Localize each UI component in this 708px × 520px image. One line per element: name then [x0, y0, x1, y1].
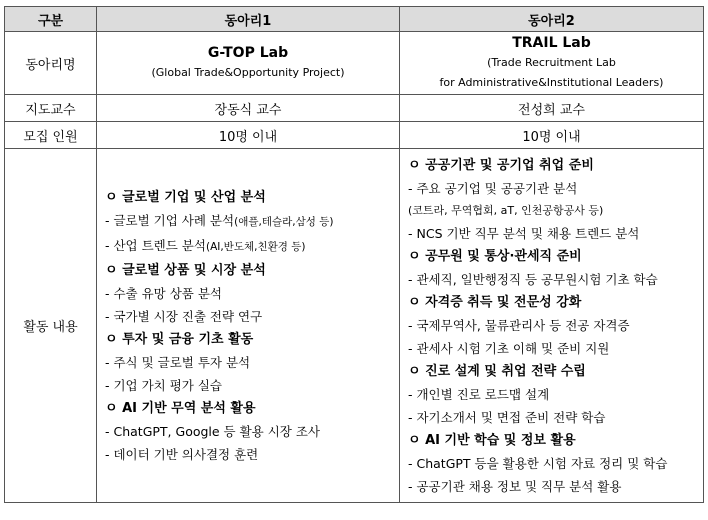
activity-text: - 산업 트렌드 분석: [105, 237, 206, 253]
activity-item: [408, 177, 697, 200]
header-club2: 동아리2: [400, 7, 704, 32]
activity-text: - 국제무역사, 물류관리사 등 전공 자격증: [408, 317, 630, 333]
activity-text: - 주식 및 글로벌 투자 분석: [105, 354, 251, 370]
activity-item: [408, 268, 697, 291]
club2-recruit: 10명 이내: [400, 122, 704, 149]
activity-heading: [408, 429, 697, 452]
activity-text: - 자기소개서 및 면접 준비 전략 학습: [408, 409, 606, 425]
club2-advisor: 전성희 교수: [400, 95, 704, 122]
activity-text: ㅇ 공무원 및 통상·관세직 준비: [408, 248, 582, 264]
advisor-row: [5, 95, 704, 122]
activity-examples: (애플,테슬라,삼성 등): [234, 215, 334, 228]
activity-heading: [105, 259, 393, 282]
activity-text: ㅇ AI 기반 학습 및 정보 활용: [408, 432, 576, 448]
club1-activity-cell: [97, 149, 400, 503]
activity-text: - 개인별 진로 로드맵 설계: [408, 386, 550, 402]
activity-text: - 국가별 시장 진출 전략 연구: [105, 308, 263, 324]
activity-text: ㅇ 공공기관 및 공기업 취업 준비: [408, 157, 594, 173]
club-name-row: [5, 32, 704, 95]
activity-text: ㅇ 글로벌 상품 및 시장 분석: [105, 262, 266, 278]
activity-text: - 관세직, 일반행정직 등 공무원시험 기초 학습: [408, 271, 658, 287]
activity-text: - ChatGPT 등을 활용한 시험 자료 정리 및 학습: [408, 455, 668, 471]
recruit-row: [5, 122, 704, 149]
activity-item: [105, 234, 393, 259]
activity-text: ㅇ 진로 설계 및 취업 전략 수립: [408, 363, 586, 379]
club-comparison-table: [4, 6, 704, 503]
activity-item: [105, 351, 393, 374]
row-label-activity: 활동 내용: [5, 149, 97, 503]
activity-heading: [105, 186, 393, 209]
activity-item: [408, 452, 697, 475]
row-label-name: 동아리명: [5, 32, 97, 95]
activity-text: - NCS 기반 직무 분석 및 채용 트렌드 분석: [408, 225, 640, 241]
row-label-recruit: 모집 인원: [5, 122, 97, 149]
activity-item: [408, 406, 697, 429]
activity-item: [408, 222, 697, 245]
club1-subtitle: (Global Trade&Opportunity Project): [151, 66, 345, 79]
header-category: 구분: [5, 7, 97, 32]
club2-name-cell: [400, 32, 704, 95]
activity-heading: [105, 328, 393, 351]
club1-activity-list: [97, 186, 399, 466]
activity-row: [5, 149, 704, 503]
header-club1: 동아리1: [97, 7, 400, 32]
activity-text: - 수출 유망 상품 분석: [105, 285, 223, 301]
header-row: [5, 7, 704, 32]
activity-item: [105, 282, 393, 305]
activity-text: ㅇ 자격증 취득 및 전문성 강화: [408, 294, 582, 310]
activity-heading: [408, 245, 697, 268]
activity-item: [408, 314, 697, 337]
activity-text: ㅇ 투자 및 금융 기초 활동: [105, 331, 254, 347]
activity-heading: [105, 397, 393, 420]
activity-text: - 데이터 기반 의사결정 훈련: [105, 446, 259, 462]
activity-text: (코트라, 무역협회, aT, 인천공항공사 등): [408, 203, 604, 217]
activity-heading: [408, 154, 697, 177]
activity-text: ㅇ 글로벌 기업 및 산업 분석: [105, 189, 266, 205]
activity-text: - ChatGPT, Google 등 활용 시장 조사: [105, 423, 321, 439]
activity-text: - 주요 공기업 및 공공기관 분석: [408, 180, 578, 196]
activity-text: - 기업 가치 평가 실습: [105, 377, 223, 393]
club1-name-cell: [97, 32, 400, 95]
activity-examples: (AI,반도체,친환경 등): [205, 240, 306, 253]
activity-heading: [408, 360, 697, 383]
club1-title: G-TOP Lab: [207, 45, 289, 61]
activity-text: - 글로벌 기업 사례 분석: [105, 212, 235, 228]
activity-item: [105, 443, 393, 466]
activity-text: ㅇ AI 기반 무역 분석 활용: [105, 400, 256, 416]
activity-text: - 관세사 시험 기초 이해 및 준비 지원: [408, 340, 610, 356]
activity-item: [408, 337, 697, 360]
activity-item: [408, 383, 697, 406]
activity-item: [408, 475, 697, 498]
activity-item: [105, 374, 393, 397]
activity-text: - 공공기관 채용 정보 및 직무 분석 활용: [408, 478, 622, 494]
club1-recruit: 10명 이내: [97, 122, 400, 149]
club1-advisor: 장동식 교수: [97, 95, 400, 122]
club2-activity-cell: [400, 149, 704, 503]
activity-note: [408, 200, 697, 222]
activity-item: [105, 305, 393, 328]
activity-heading: [408, 291, 697, 314]
club2-subtitle-line1: (Trade Recruitment Lab: [487, 56, 616, 69]
row-label-advisor: 지도교수: [5, 95, 97, 122]
club2-activity-list: [400, 154, 703, 498]
activity-item: [105, 209, 393, 234]
activity-item: [105, 420, 393, 443]
club2-subtitle-line2: for Administrative&Institutional Leaders): [439, 76, 664, 89]
club2-title: TRAIL Lab: [512, 35, 591, 51]
